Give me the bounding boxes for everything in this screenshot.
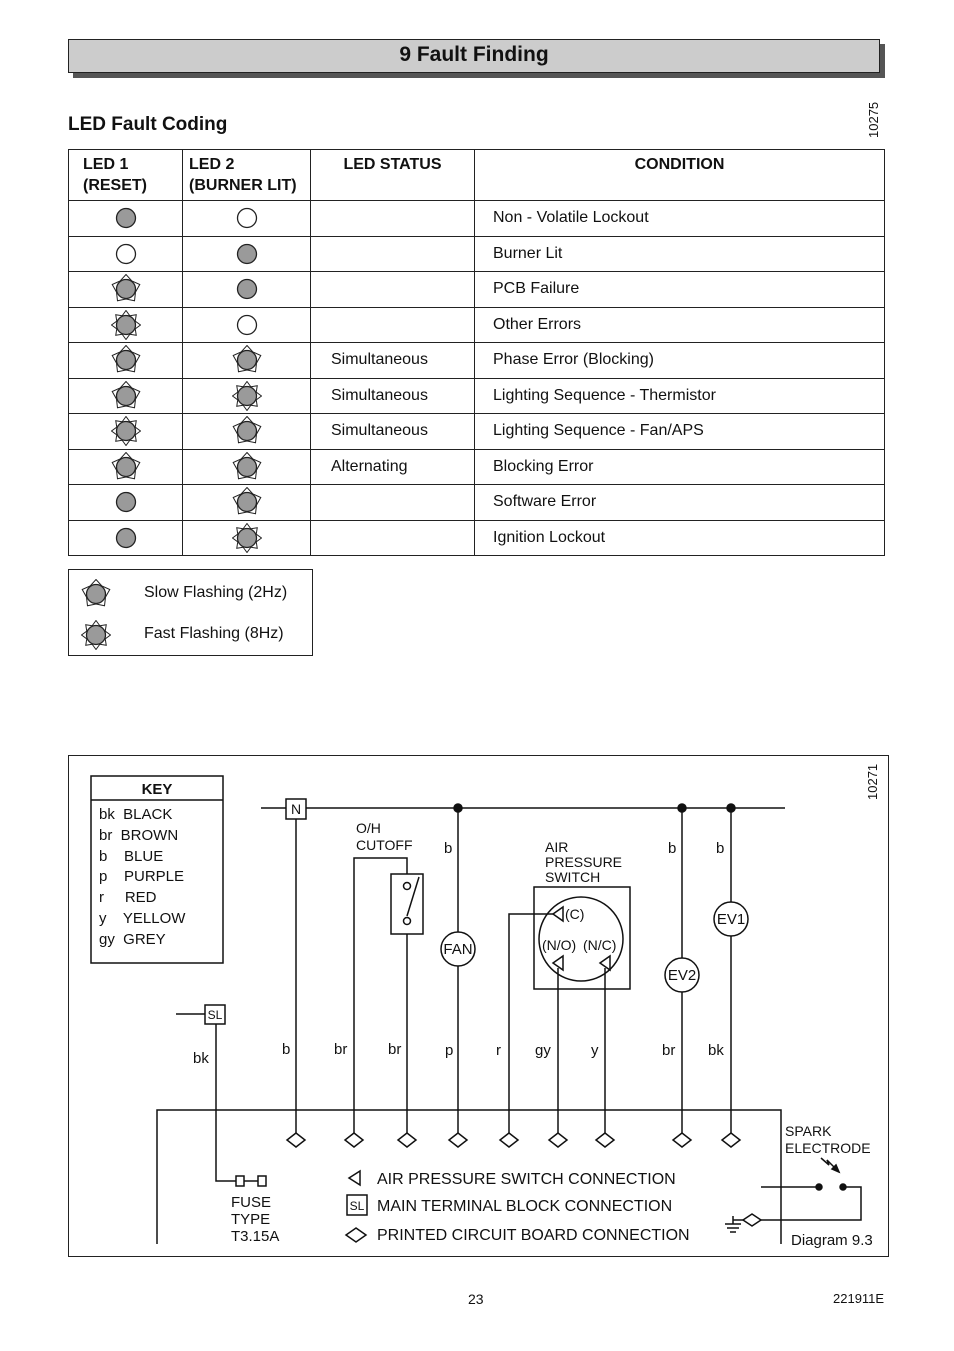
key-item: br BROWN [99, 827, 179, 844]
led2-cell [183, 485, 311, 521]
wire-label: b [716, 840, 725, 857]
led-circle [116, 386, 135, 405]
led1-cell [69, 449, 183, 485]
wiring-diagram [68, 755, 889, 1257]
page-number: 23 [468, 1291, 484, 1307]
led-slow-icon [111, 345, 141, 375]
wire-label: b [668, 840, 677, 857]
key-item: y YELLOW [99, 910, 186, 927]
fuse-label: T3.15A [231, 1228, 280, 1245]
aps-c-connection-icon [553, 907, 563, 921]
wire-label: b [444, 840, 453, 857]
led1-cell [69, 201, 183, 237]
condition-cell: Lighting Sequence - Thermistor [475, 378, 885, 414]
led2-cell [183, 520, 311, 556]
legend-fast [69, 620, 312, 650]
page-header [68, 39, 880, 73]
condition-cell: Burner Lit [475, 236, 885, 272]
led-slow-icon [232, 345, 262, 375]
table-row [69, 520, 885, 556]
led1-cell [69, 414, 183, 450]
led-slow-icon [111, 452, 141, 482]
key-item: gy GREY [99, 931, 166, 948]
wire-label: br [662, 1042, 676, 1059]
led-status-cell [311, 201, 475, 237]
led-circle [116, 493, 135, 512]
led-fast-icon [111, 310, 141, 340]
aps-connection-icon [349, 1171, 360, 1185]
led-circle [237, 457, 256, 476]
wiring-diagram-svg [69, 756, 888, 1256]
legend-slow-label: Slow Flashing (2Hz) [144, 584, 288, 601]
table-header-row [69, 150, 885, 201]
sl-legend-glyph: SL [349, 1199, 365, 1213]
spark-label: SPARK [785, 1123, 832, 1139]
diagram-caption: Diagram 9.3 [791, 1232, 873, 1249]
led-status-cell: Simultaneous [311, 378, 475, 414]
led1-cell [69, 272, 183, 308]
led-circle [237, 386, 256, 405]
led-status-cell [311, 307, 475, 343]
led-slow-icon [111, 381, 141, 411]
pcb-connection-icon [722, 1133, 740, 1147]
led-status-cell [311, 272, 475, 308]
table-row [69, 272, 885, 308]
wire-label: br [388, 1041, 402, 1058]
led-circle [237, 422, 256, 441]
led-on-icon [111, 523, 141, 553]
page-title: 9 Fault Finding [399, 43, 549, 66]
led-status-cell [311, 485, 475, 521]
table-row [69, 201, 885, 237]
legend-aps-label: AIR PRESSURE SWITCH CONNECTION [377, 1171, 676, 1188]
led-circle [237, 351, 256, 370]
led-circle [116, 280, 135, 299]
condition-cell: Phase Error (Blocking) [475, 343, 885, 379]
wire-label: p [445, 1042, 454, 1059]
electrode-terminal [816, 1184, 822, 1190]
led-circle [116, 422, 135, 441]
document-code: 221911E [833, 1291, 885, 1306]
pcb-connection-icon [345, 1133, 363, 1147]
condition-cell: Blocking Error [475, 449, 885, 485]
led-off-icon [111, 239, 141, 269]
pcb-connection-icon [596, 1133, 614, 1147]
led-on-icon [111, 487, 141, 517]
oh-cutoff-label: CUTOFF [356, 837, 413, 853]
led-slow-icon [232, 416, 262, 446]
table-row [69, 449, 885, 485]
flash-legend [68, 569, 313, 656]
led-status-cell [311, 236, 475, 272]
key-item: b BLUE [99, 848, 164, 865]
led1-cell [69, 307, 183, 343]
legend-sl-label: MAIN TERMINAL BLOCK CONNECTION [377, 1198, 673, 1215]
header-led2: LED 2 (BURNER LIT) [183, 150, 311, 201]
table-row [69, 236, 885, 272]
led-status-cell: Simultaneous [311, 343, 475, 379]
wire-label: gy [535, 1042, 551, 1059]
aps-label: PRESSURE [545, 854, 623, 870]
condition-cell: Lighting Sequence - Fan/APS [475, 414, 885, 450]
table-row [69, 307, 885, 343]
led-circle [116, 528, 135, 547]
wire-label: bk [708, 1042, 724, 1059]
header-condition: CONDITION [475, 150, 885, 201]
led-status-cell: Alternating [311, 449, 475, 485]
pcb-connection-icon [398, 1133, 416, 1147]
pcb-connection-icon [346, 1228, 366, 1242]
led-slow-icon [232, 452, 262, 482]
led-status-cell [311, 520, 475, 556]
pcb-connection-icon [287, 1133, 305, 1147]
diagram-figure-code: 10271 [865, 763, 880, 800]
wire-label: y [591, 1042, 599, 1059]
wire-label: br [334, 1041, 348, 1058]
wire-label: bk [193, 1050, 209, 1067]
led-circle [116, 315, 135, 334]
led-on-icon [232, 239, 262, 269]
led1-cell [69, 520, 183, 556]
led-circle [237, 315, 256, 334]
legend-slow [69, 579, 312, 609]
legend-fast-label: Fast Flashing (8Hz) [144, 625, 284, 642]
slow-flash-icon [81, 579, 111, 609]
led-fault-table [68, 149, 885, 556]
led-off-icon [232, 310, 262, 340]
led2-cell [183, 343, 311, 379]
aps-label: AIR [545, 839, 569, 855]
led-circle [237, 209, 256, 228]
oh-cutoff-label: O/H [356, 820, 381, 836]
led1-cell [69, 485, 183, 521]
aps-label: SWITCH [545, 869, 601, 885]
pcb-connection-icon [449, 1133, 467, 1147]
led-status-cell: Simultaneous [311, 414, 475, 450]
fuse-label: FUSE [231, 1194, 272, 1211]
fan-label: FAN [443, 941, 473, 958]
led-on-icon [111, 203, 141, 233]
header-led-status: LED STATUS [311, 150, 475, 201]
condition-cell: PCB Failure [475, 272, 885, 308]
section-title: LED Fault Coding [68, 114, 228, 135]
led-circle [116, 244, 135, 263]
key-item: bk BLACK [99, 806, 173, 823]
aps-nc-connection-icon [600, 956, 610, 970]
led2-cell [183, 236, 311, 272]
pcb-connection-icon [743, 1214, 761, 1226]
led-on-icon [232, 274, 262, 304]
header-led1: LED 1 (RESET) [69, 150, 183, 201]
condition-cell: Software Error [475, 485, 885, 521]
aps-nc-label: (N/C) [583, 937, 617, 953]
pcb-connection-icon [549, 1133, 567, 1147]
spark-label: ELECTRODE [785, 1140, 871, 1156]
fuse-icon [236, 1176, 244, 1186]
table-row [69, 343, 885, 379]
led-off-icon [232, 203, 262, 233]
ev2-label: EV2 [667, 967, 697, 984]
led-circle [87, 585, 106, 604]
ev1-label: EV1 [716, 911, 746, 928]
key-item: p PURPLE [99, 868, 185, 885]
key-title: KEY [141, 781, 173, 798]
led-fast-icon [232, 523, 262, 553]
led-slow-icon [111, 274, 141, 304]
led-circle [237, 280, 256, 299]
wire-label: r [496, 1042, 501, 1059]
figure-code: 10275 [866, 101, 881, 138]
legend-pcb-label: PRINTED CIRCUIT BOARD CONNECTION [377, 1227, 690, 1244]
condition-cell: Non - Volatile Lockout [475, 201, 885, 237]
condition-cell: Other Errors [475, 307, 885, 343]
led2-cell [183, 414, 311, 450]
fuse-label: TYPE [231, 1211, 271, 1228]
led-circle [237, 244, 256, 263]
condition-cell: Ignition Lockout [475, 520, 885, 556]
led-circle [116, 457, 135, 476]
table-row [69, 378, 885, 414]
pcb-connection-icon [500, 1133, 518, 1147]
n-label: N [290, 801, 302, 817]
led1-cell [69, 343, 183, 379]
led-slow-icon [232, 487, 262, 517]
led-circle [237, 493, 256, 512]
sl-label: SL [207, 1008, 223, 1022]
aps-no-connection-icon [553, 956, 563, 970]
led1-cell [69, 236, 183, 272]
led-fast-icon [232, 381, 262, 411]
led2-cell [183, 449, 311, 485]
wire-label: b [282, 1041, 291, 1058]
led-circle [237, 528, 256, 547]
aps-no-label: (N/O) [542, 937, 577, 953]
led2-cell [183, 272, 311, 308]
led-circle [116, 351, 135, 370]
fast-flash-icon [81, 620, 111, 650]
aps-c-label: (C) [565, 906, 585, 922]
led1-cell [69, 378, 183, 414]
led2-cell [183, 307, 311, 343]
led-circle [87, 626, 106, 645]
led-circle [116, 209, 135, 228]
led2-cell [183, 201, 311, 237]
key-item: r RED [99, 889, 157, 906]
table-row [69, 414, 885, 450]
led-fast-icon [111, 416, 141, 446]
pcb-connection-icon [673, 1133, 691, 1147]
led2-cell [183, 378, 311, 414]
table-row [69, 485, 885, 521]
